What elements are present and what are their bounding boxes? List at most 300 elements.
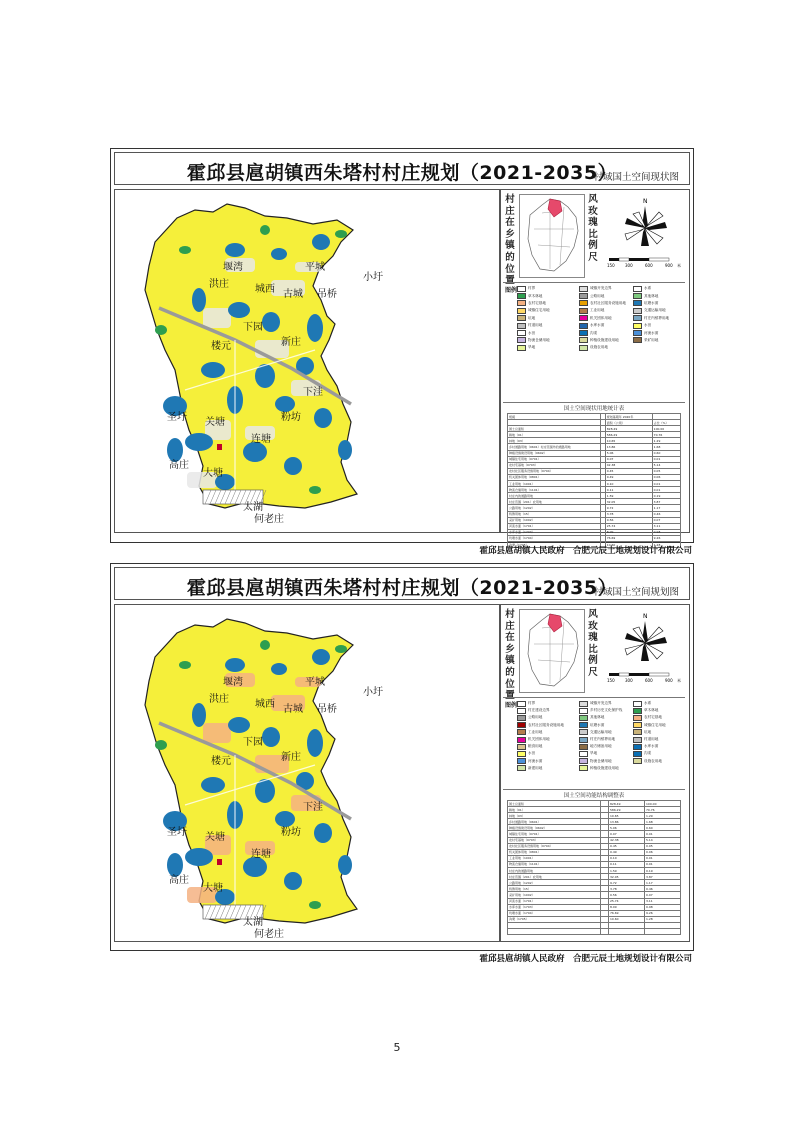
legend-label: 种植设施建设用地 — [590, 337, 619, 342]
legend-label: 种植设施建设用地 — [590, 765, 619, 770]
table-cell: 100.00 — [652, 426, 680, 432]
forest-patch — [155, 325, 167, 335]
table-cell: 0.49 — [605, 474, 652, 480]
legend-swatch — [633, 337, 642, 343]
svg-text:150: 150 — [607, 678, 615, 683]
legend-label: 公路用地 — [590, 293, 605, 298]
place-name-label: 吊桥 — [317, 704, 337, 715]
place-name-label: 大塘 — [203, 883, 223, 894]
map-group — [115, 605, 499, 941]
table-cell — [645, 928, 681, 934]
table-title: 国土空间功能结构调整表 — [563, 793, 625, 799]
panel-frame — [110, 148, 694, 547]
place-name-label: 高庄 — [169, 875, 189, 886]
table-cell: 0.06 — [645, 849, 681, 855]
legend-label: 交通运输用地 — [590, 729, 612, 734]
legend-item — [517, 714, 579, 721]
svg-text:900: 900 — [665, 678, 673, 683]
table-cell: 32.05 — [605, 499, 652, 505]
table-cell: 1.28 — [645, 916, 681, 922]
table-cell: 70.76 — [645, 807, 681, 813]
village-map — [114, 604, 500, 942]
legend-label: 村庄内殡葬用地 — [590, 737, 616, 742]
legend-item — [633, 743, 685, 750]
legend-label: 坑塘水面 — [644, 300, 659, 305]
pond-patch — [192, 288, 206, 312]
legend-label: 农村社区服务设施用地 — [590, 300, 626, 305]
legend-swatch — [579, 758, 588, 764]
title-bar — [114, 152, 690, 185]
legend-label: 草木林地 — [644, 708, 659, 713]
place-name-label: 吊桥 — [317, 289, 337, 300]
svg-text:300: 300 — [625, 678, 633, 683]
place-name-label: 新庄 — [281, 752, 301, 763]
table-cell: 8.09 — [609, 904, 645, 910]
legend-label: 村庄建设边界 — [528, 708, 550, 713]
table-cell: 机关团体用地（0801） — [508, 849, 601, 855]
table-cell: 42.38 — [609, 837, 645, 843]
legend-label: 水田 — [528, 751, 536, 756]
pond-patch — [314, 823, 332, 843]
table-cell: 828.49 — [605, 426, 652, 432]
table-cell: 10.65 — [605, 438, 652, 444]
locator-svg — [520, 195, 584, 277]
legend-swatch — [633, 315, 642, 321]
table-cell: 0.05 — [652, 468, 680, 474]
legend-swatch — [579, 715, 588, 721]
table-cell: 0.60 — [645, 825, 681, 831]
legend-item — [579, 344, 633, 351]
place-name-label: 下园 — [243, 737, 263, 748]
table-cell: 1.68 — [652, 444, 680, 450]
table-cell: 林地（03） — [508, 813, 601, 819]
legend-swatch — [517, 751, 526, 757]
table-cell: 3.87 — [652, 499, 680, 505]
table-cell: 规模 — [508, 414, 601, 420]
legend-item — [579, 714, 633, 721]
svg-text:N: N — [643, 613, 648, 620]
table-cell: 种植设施建设用地（0602） — [508, 450, 601, 456]
forest-patch — [335, 230, 347, 238]
table-cell: 0.45 — [609, 843, 645, 849]
legend-label: 水系 — [644, 701, 652, 706]
legend-swatch — [517, 737, 526, 743]
legend-item — [579, 300, 633, 307]
legend-item — [579, 307, 633, 314]
panel-subtitle: 村域国土空间现状图 — [593, 172, 679, 183]
legend-label: 物流仓储用地 — [528, 337, 550, 342]
table-cell: 5.14 — [645, 837, 681, 843]
legend-item — [579, 292, 633, 299]
location-label: 村庄在乡镇的位置 — [505, 194, 515, 287]
legend-grid — [517, 700, 685, 772]
table-cell: 0.10 — [609, 855, 645, 861]
legend-label: 机关团体用地 — [528, 737, 550, 742]
legend-swatch — [579, 737, 588, 743]
legend-item — [633, 758, 685, 765]
legend-swatch — [633, 308, 642, 314]
legend-item — [579, 337, 633, 344]
place-name-label: 下洼 — [303, 387, 323, 398]
legend-label: 村道用地 — [644, 737, 659, 742]
legend-item — [517, 722, 579, 729]
table-cell: 0.19 — [652, 493, 680, 499]
forest-patch — [335, 645, 347, 653]
place-name-label: 大塘 — [203, 468, 223, 479]
forest-patch — [179, 661, 191, 669]
forest-patch — [260, 640, 270, 650]
legend-swatch — [579, 345, 588, 351]
township-locator-map — [519, 609, 585, 693]
legend-item — [579, 285, 633, 292]
table-cell: 农村社区服务设施用地（0704） — [508, 843, 601, 849]
legend-swatch — [633, 744, 642, 750]
legend-item — [633, 315, 685, 322]
table-cell: 村庄内的道路用地 — [508, 868, 601, 874]
place-name-label: 连塘 — [251, 434, 271, 445]
svg-text:150: 150 — [607, 263, 615, 268]
title-bar — [114, 567, 690, 600]
legend-item — [517, 700, 579, 707]
legend-swatch — [633, 751, 642, 757]
legend-label: 城镇住宅用地 — [528, 308, 550, 313]
legend-swatch — [517, 315, 526, 321]
table-cell: 8.09 — [605, 529, 652, 535]
table-cell: 3.78 — [605, 511, 652, 517]
legend-item — [517, 344, 579, 351]
legend-label: 新建用地 — [528, 765, 543, 770]
legend-swatch — [517, 758, 526, 764]
legend-label: 地方储备用地 — [590, 744, 612, 749]
table-cell: 25.74 — [609, 898, 645, 904]
legend-swatch — [517, 722, 526, 728]
legend-swatch — [579, 315, 588, 321]
legend-item — [517, 765, 579, 772]
table-cell: 0.01 — [652, 481, 680, 487]
legend-item — [579, 758, 633, 765]
settlement-patch — [203, 308, 231, 328]
legend-swatch — [633, 715, 642, 721]
legend-swatch — [579, 323, 588, 329]
place-name-label: 楼元 — [211, 341, 231, 352]
pond-patch — [307, 314, 323, 342]
legend-label: 物流仓储用地 — [590, 758, 612, 763]
legend-swatch — [633, 708, 642, 714]
legend-swatch — [517, 308, 526, 314]
table-cell: 70.76 — [652, 432, 680, 438]
legend-swatch — [579, 286, 588, 292]
place-name-label: 古城 — [283, 289, 303, 300]
pond-patch — [225, 243, 245, 257]
table-cell: 城镇住宅用地（0701） — [508, 831, 601, 837]
legend-item — [633, 707, 685, 714]
table-cell: 物流仓储用地（1101） — [508, 861, 601, 867]
legend-label: 工业用地 — [590, 308, 605, 313]
legend-label: 旱地 — [528, 345, 536, 350]
table-cell: 公路用地（1202） — [508, 880, 601, 886]
place-name-label: 关塘 — [205, 832, 225, 843]
legend-label: 坑地 — [528, 315, 536, 320]
legend-swatch — [517, 293, 526, 299]
table-cell: 河流水面（1701） — [508, 898, 601, 904]
legend-title: 图例 — [505, 287, 518, 294]
table-cell: 9.72 — [605, 505, 652, 511]
table-cell: 0.45 — [605, 468, 652, 474]
table-cell: 10.65 — [609, 813, 645, 819]
table-cell: 规划基期年 2020年 — [605, 414, 652, 420]
table-cell: 76.69 — [605, 535, 652, 541]
table-cell: 农村宅基地（0703） — [508, 462, 601, 468]
legend-item — [517, 736, 579, 743]
compass-label: 风玫瑰比例尺 — [588, 194, 598, 263]
table-cell: 沟渠（1705） — [508, 541, 601, 547]
table-row — [508, 928, 681, 934]
legend-swatch — [517, 323, 526, 329]
pond-patch — [284, 457, 302, 475]
table-cell: 9.72 — [609, 880, 645, 886]
legend-swatch — [579, 751, 588, 757]
table-cell: 25.74 — [605, 523, 652, 529]
table-cell: 采矿用地（1002） — [508, 892, 601, 898]
township-locator-map — [519, 194, 585, 278]
legend-label: 沟渠 — [644, 751, 652, 756]
place-name-label: 何老庄 — [254, 514, 284, 525]
place-name-label: 城西 — [255, 284, 275, 295]
table-cell: 耕地（01） — [508, 432, 601, 438]
table-cell: 0.01 — [652, 487, 680, 493]
location-label: 村庄在乡镇的位置 — [505, 609, 515, 702]
table-cell: 5.06 — [605, 450, 652, 456]
legend-label: 水田 — [644, 323, 652, 328]
table-cell: 0.11 — [609, 861, 645, 867]
legend-swatch — [633, 737, 642, 743]
legend-label: 公路用地 — [528, 715, 543, 720]
svg-text:米: 米 — [677, 263, 681, 268]
panel-title: 霍邱县扈胡镇西朱塔村村庄规划（2021-2035） — [186, 162, 618, 184]
legend-label: 村界 — [528, 701, 536, 706]
legend-item — [633, 322, 685, 329]
legend-item — [517, 743, 579, 750]
legend-label: 设施农用地 — [644, 758, 662, 763]
place-name-label: 堰湾 — [223, 262, 243, 273]
table-cell: 1.17 — [645, 880, 681, 886]
pond-patch — [201, 777, 225, 793]
pond-patch — [271, 248, 287, 260]
legend-swatch — [579, 337, 588, 343]
table-cell: 0.98 — [652, 529, 680, 535]
legend-item — [517, 707, 579, 714]
legend-label: 沟渠 — [590, 330, 598, 335]
pond-patch — [307, 729, 323, 757]
table-cell: 水库水面（1703） — [508, 529, 601, 535]
legend-label: 水库水面 — [644, 744, 659, 749]
table-cell: 3.87 — [645, 874, 681, 880]
pond-patch — [314, 408, 332, 428]
table-cell: 76.69 — [609, 910, 645, 916]
table-cell: 0.01 — [652, 456, 680, 462]
table-cell: 0.06 — [652, 474, 680, 480]
legend-label: 城镇住宅用地 — [644, 722, 666, 727]
side-panel — [500, 189, 690, 547]
table-cell: 沟渠（1705） — [508, 916, 601, 922]
legend-item — [633, 736, 685, 743]
place-name-label: 城西 — [255, 699, 275, 710]
table-cell: 0.07 — [609, 831, 645, 837]
table-cell: 1.29 — [652, 438, 680, 444]
legend-swatch — [517, 345, 526, 351]
forest-patch — [309, 901, 321, 909]
legend-label: 机关团体用地 — [590, 315, 612, 320]
table-cell: 3.11 — [652, 523, 680, 529]
table-cell: 坑塘水面（1704） — [508, 535, 601, 541]
table-cell — [609, 928, 645, 934]
place-name-label: 圣圩 — [167, 412, 187, 423]
legend-item — [579, 765, 633, 772]
legend-item — [633, 307, 685, 314]
place-name-label: 洪庄 — [209, 694, 229, 705]
table-cell: 32.05 — [609, 874, 645, 880]
legend-swatch — [579, 708, 588, 714]
table-cell: 1.17 — [652, 505, 680, 511]
legend-swatch — [633, 729, 642, 735]
legend-label: 农村宅基地 — [644, 715, 662, 720]
pond-patch — [185, 848, 213, 866]
legend-item — [633, 337, 685, 344]
legend-item — [517, 758, 579, 765]
legend-item — [633, 292, 685, 299]
table-cell: 国土总面积 — [508, 801, 601, 807]
table-cell: 10.60 — [605, 541, 652, 547]
table-cell: 耕地（01） — [508, 807, 601, 813]
scale-bar — [605, 256, 685, 270]
legend-item — [517, 300, 579, 307]
legend-label: 河流水面 — [528, 758, 543, 763]
table-cell: 586.29 — [605, 432, 652, 438]
table-cell: 1.28 — [652, 541, 680, 547]
legend-item — [633, 722, 685, 729]
pond-patch — [167, 438, 183, 462]
table-cell: 采矿用地（1002） — [508, 517, 601, 523]
panel-title: 霍邱县扈胡镇西朱塔村村庄规划（2021-2035） — [186, 577, 618, 599]
village-map — [114, 189, 500, 533]
table-cell: 0.60 — [652, 450, 680, 456]
legend-label: 农村社区服务设施用地 — [528, 722, 564, 727]
legend-swatch — [579, 744, 588, 750]
legend-label: 交通运输用地 — [644, 308, 666, 313]
table-cell: 1.59 — [605, 493, 652, 499]
legend-swatch — [633, 758, 642, 764]
place-name-label: 下园 — [243, 322, 263, 333]
pond-patch — [284, 872, 302, 890]
table-cell: 3.11 — [645, 898, 681, 904]
table-cell: 0.07 — [605, 456, 652, 462]
legend-swatch — [517, 701, 526, 707]
legend-swatch — [579, 701, 588, 707]
pond-patch — [228, 302, 250, 318]
pond-patch — [262, 727, 280, 747]
legend-swatch — [517, 729, 526, 735]
table-cell: 1.68 — [645, 819, 681, 825]
legend-label: 乡村历史文化保护线 — [590, 708, 623, 713]
place-name-label: 平城 — [305, 262, 325, 273]
table-cell: 坑塘水面（1704） — [508, 910, 601, 916]
legend-label: 城镇开发边界 — [590, 701, 612, 706]
legend-item — [517, 322, 579, 329]
table-cell: 林地（03） — [508, 438, 601, 444]
legend-swatch — [633, 722, 642, 728]
legend-item — [579, 729, 633, 736]
legend-swatch — [633, 286, 642, 292]
legend-item — [579, 315, 633, 322]
legend-label: 村道用地 — [528, 323, 543, 328]
pond-patch — [243, 442, 267, 462]
legend-item — [633, 750, 685, 757]
legend-item — [517, 329, 579, 336]
pond-patch — [312, 234, 330, 250]
table-cell: 5.06 — [609, 825, 645, 831]
place-name-label: 楼元 — [211, 756, 231, 767]
table-title: 国土空间现状用地统计表 — [563, 406, 625, 412]
legend-swatch — [633, 701, 642, 707]
legend-label: 粮食用地 — [528, 744, 543, 749]
table-cell: 0.98 — [645, 904, 681, 910]
place-name-label: 小圩 — [363, 272, 383, 283]
land-use-table — [503, 789, 685, 938]
table-cell: 42.38 — [605, 462, 652, 468]
panel-subtitle: 村域国土空间规划图 — [593, 587, 679, 598]
legend-swatch — [633, 293, 642, 299]
legend-label: 水田 — [528, 330, 536, 335]
table-cell: 占比（%） — [652, 420, 680, 426]
legend-label: 村界 — [528, 286, 536, 291]
table-cell: 0.01 — [645, 855, 681, 861]
facility-marker — [217, 859, 222, 865]
table-cell: 面积（公顷） — [605, 420, 652, 426]
legend-label: 村庄内殡葬用地 — [644, 315, 670, 320]
place-name-label: 高庄 — [169, 460, 189, 471]
legend-item — [633, 329, 685, 336]
legend-swatch — [579, 300, 588, 306]
legend-swatch — [517, 708, 526, 714]
pond-patch — [185, 433, 213, 451]
pond-patch — [262, 312, 280, 332]
table-cell: 乡村道路用地（0601） — [508, 819, 601, 825]
legend-swatch — [517, 715, 526, 721]
place-name-label: 粉坊 — [281, 827, 301, 838]
legend-label: 设施农用地 — [590, 345, 608, 350]
legend — [503, 697, 685, 784]
table-cell: 城镇住宅用地（0701） — [508, 456, 601, 462]
legend-swatch — [517, 744, 526, 750]
table-cell: 9.26 — [645, 910, 681, 916]
table-cell: 0.01 — [645, 831, 681, 837]
place-name-label: 堰湾 — [223, 677, 243, 688]
table-cell: 农村宅基地（0703） — [508, 837, 601, 843]
legend-grid — [517, 285, 685, 352]
panel-frame — [110, 563, 694, 951]
table-cell: 公路用地（1202） — [508, 505, 601, 511]
legend-swatch — [633, 300, 642, 306]
legend-swatch — [579, 308, 588, 314]
table-cell: 1.29 — [645, 813, 681, 819]
legend-label: 水库水面 — [590, 323, 605, 328]
table-cell: 10.60 — [609, 916, 645, 922]
legend-swatch — [517, 765, 526, 771]
table-cell: 机关团体用地（0801） — [508, 474, 601, 480]
pond-patch — [338, 440, 352, 460]
legend-item — [517, 315, 579, 322]
table-cell: 特殊用地（15） — [508, 886, 601, 892]
